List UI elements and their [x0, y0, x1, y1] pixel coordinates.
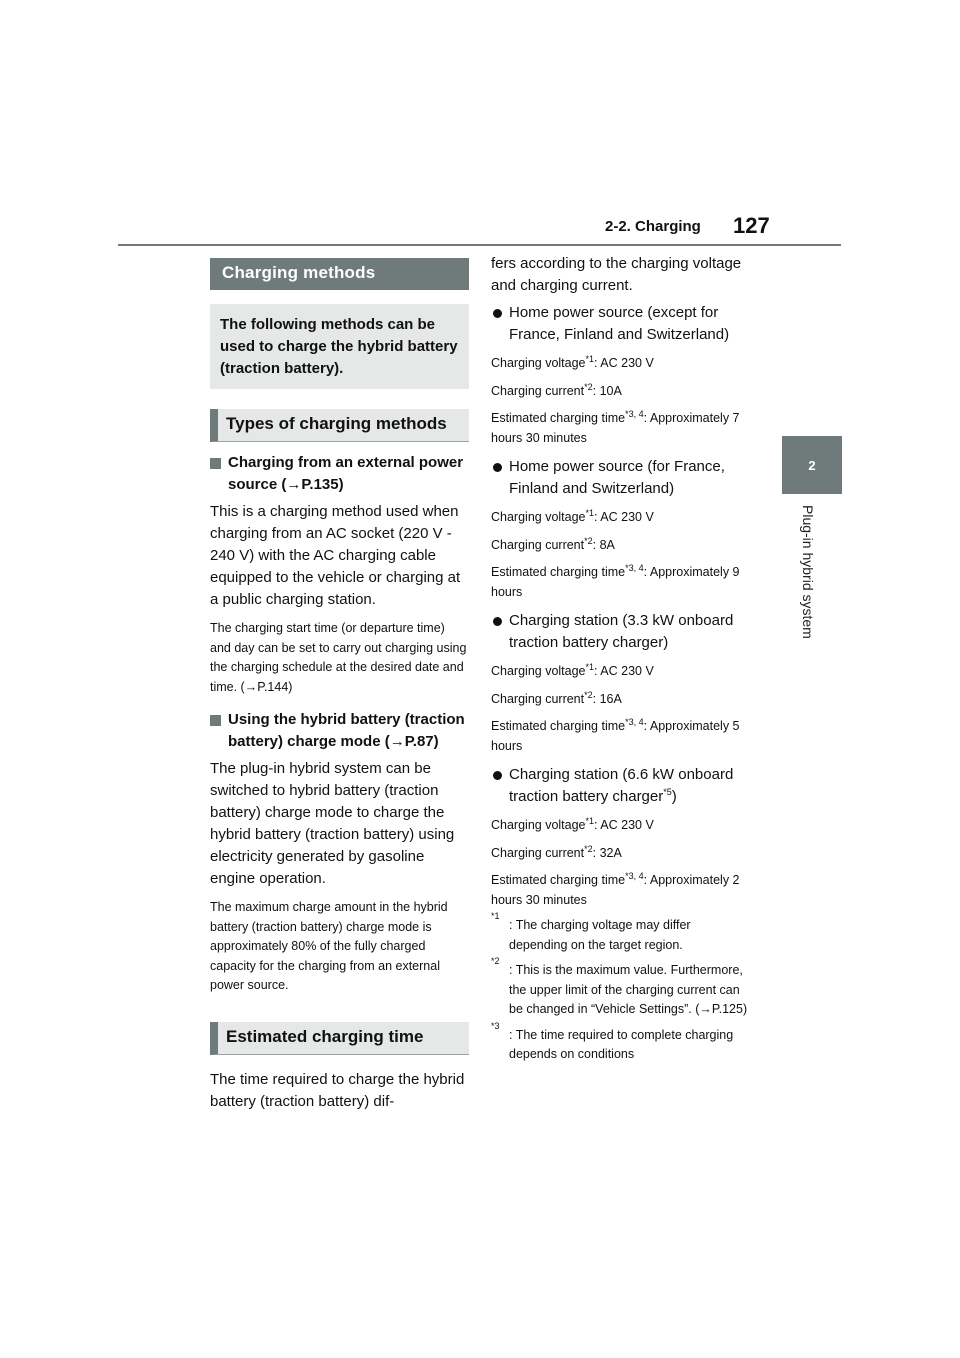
spec-current: Charging current$^{*2}$: 8A [491, 535, 615, 552]
footnote-2: *2 : This is the maximum value. Furthermore, the upper limit of the charging current can be changed in “Vehicle Settings”. (→P.125) [491, 956, 748, 1016]
chapter-label: Plug-in hybrid system [800, 505, 816, 639]
spec-current: Charging current$^{*2}$: 10A [491, 381, 622, 398]
left-column [210, 258, 469, 1113]
subheading-external-source[interactable] [210, 452, 469, 496]
chapter-tab[interactable] [782, 436, 842, 494]
page-number: 127 [733, 213, 770, 238]
bullet-dot-icon [493, 463, 502, 472]
spec-voltage: Charging voltage$^{*1}$: AC 230 V [491, 353, 654, 370]
chapter-number: 2 [808, 457, 816, 473]
subheading-text: Using the hybrid battery (traction battery) charge mode (→P.87) [228, 711, 465, 750]
external-source-note: The charging start time (or departure time) and day can be set to carry out charging using the charging schedule at the desired date and time. (→P.144) [210, 621, 467, 694]
square-bullet-icon [210, 715, 221, 726]
source-title: Charging station (3.3 kW onboard traction battery charger) [509, 612, 734, 651]
right-column [491, 253, 751, 1065]
bullet-dot-icon [493, 771, 502, 780]
subheading-text: Charging from an external power source (→P.135) [228, 454, 464, 493]
spec-voltage: Charging voltage$^{*1}$: AC 230 V [491, 507, 654, 524]
spec-time: Estimated charging time$^{*3, 4}$: Approximately 7 hours 30 minutes [491, 408, 740, 445]
spec-current: Charging current$^{*2}$: 16A [491, 689, 622, 706]
square-bullet-icon [210, 458, 221, 469]
source-station-3-3kw [491, 610, 751, 654]
external-source-body: This is a charging method used when charging from an AC socket (220 V - 240 V) with the AC charging cable equipped to the vehicle or charging at a public charging station. [210, 503, 461, 608]
charging-methods-heading: Charging methods [210, 258, 469, 290]
footnote-1: *1 : The charging voltage may differ depending on the target region. [491, 911, 691, 952]
spec-current: Charging current$^{*2}$: 32A [491, 843, 622, 860]
spec-time: Estimated charging time$^{*3, 4}$: Approximately 5 hours [491, 716, 740, 753]
source-home-fr-fi-ch [491, 456, 751, 500]
bullet-dot-icon [493, 617, 502, 626]
spec-time: Estimated charging time$^{*3, 4}$: Approximately 9 hours [491, 562, 740, 599]
source-title: Home power source (except for France, Finland and Switzerland) [509, 304, 730, 343]
source-title: Charging station (6.6 kW onboard traction battery charger [509, 766, 734, 805]
subheading-charge-mode[interactable] [210, 709, 469, 753]
spec-time: Estimated charging time$^{*3, 4}$: Approximately 2 hours 30 minutes [491, 870, 740, 907]
section-title: 2-2. Charging [605, 218, 701, 235]
footnote-3: *3 : The time required to complete charging depends on conditions [491, 1020, 734, 1061]
header-divider [118, 244, 841, 246]
intro-box: The following methods can be used to charge the hybrid battery (traction battery). [210, 304, 469, 389]
charge-mode-note: The maximum charge amount in the hybrid battery (traction battery) charge mode is approximately 80% of the fully charged capacity for the charging from an external power source. [210, 900, 448, 992]
bullet-dot-icon [493, 309, 502, 318]
estimated-time-body: The time required to charge the hybrid battery (traction battery) dif- [210, 1070, 465, 1110]
spec-voltage: Charging voltage$^{*1}$: AC 230 V [491, 661, 654, 678]
estimated-time-heading: Estimated charging time [210, 1022, 469, 1055]
source-home-standard [491, 302, 751, 346]
spec-voltage: Charging voltage$^{*1}$: AC 230 V [491, 815, 654, 832]
continued-text: fers according to the charging voltage and charging current. [491, 255, 742, 294]
source-station-6-6kw: Charging station (6.6 kW onboard traction battery charger$^{*5}$) [491, 764, 751, 808]
source-title: Home power source (for France, Finland and Switzerland) [509, 458, 725, 497]
types-heading: Types of charging methods [210, 409, 469, 442]
charge-mode-body: The plug-in hybrid system can be switched to hybrid battery (traction battery) charge mode to charge the hybrid battery (traction battery) using electricity generated by gasoline engine operation. [210, 760, 455, 887]
